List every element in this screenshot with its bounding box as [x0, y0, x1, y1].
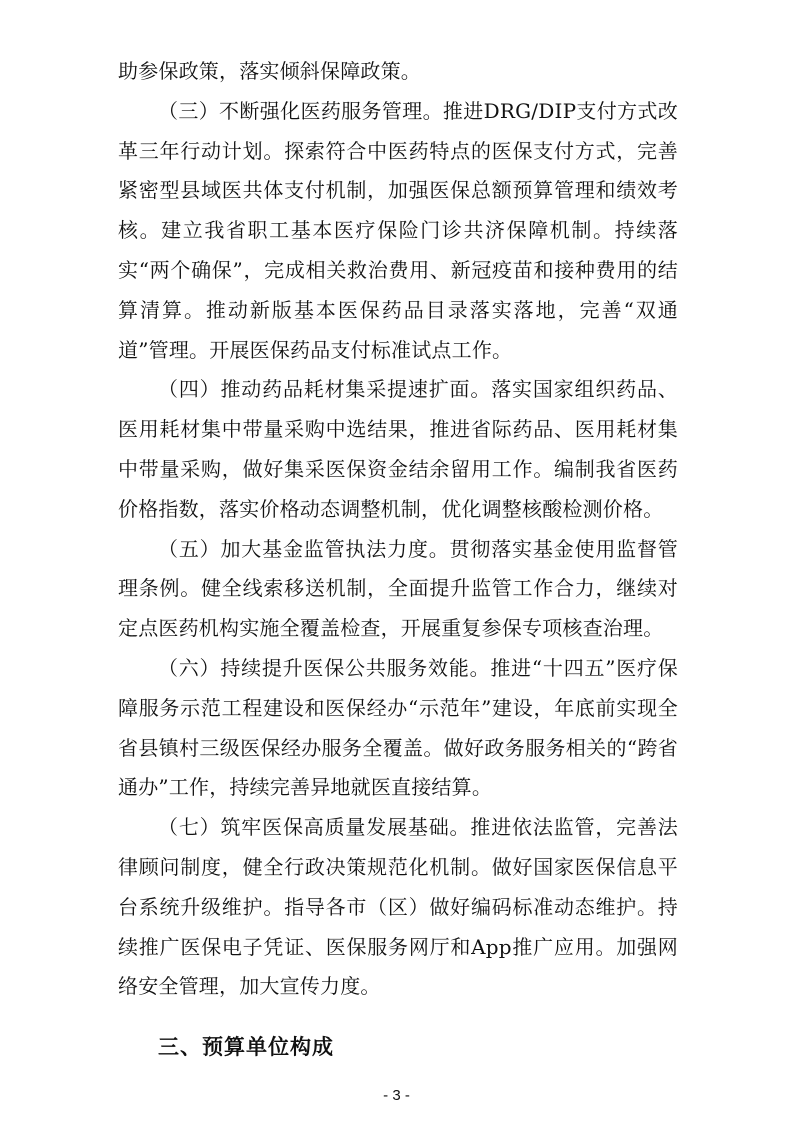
- paragraph-development-foundation: （七）筑牢医保高质量发展基础。推进依法监管，完善法律顾问制度，健全行政决策规范化机制。做好国家医保信息平台系统升级维护。指导各市（区）做好编码标准动态维护。持续推广医保电子凭证、医保服务网厅和App推广应用。加强网络安全管理，加大宣传力度。: [118, 815, 678, 999]
- paragraph-medical-service-management: （三）不断强化医药服务管理。推进DRG/DIP支付方式改革三年行动计划。探索符合中医药特点的医保支付方式，完善紧密型县域医共体支付机制，加强医保总额预算管理和绩效考核。建立我省职工基本医疗保险门诊共济保障机制。持续落实“两个确保”，完成相关救治费用、新冠疫苗和接种费用的结算清算。推动新版基本医保药品目录落实落地，完善“双通道”管理。开展医保药品支付标准试点工作。: [118, 98, 678, 362]
- page-number: - 3 -: [383, 1087, 410, 1104]
- paragraph-continuation: 助参保政策，落实倾斜保障政策。: [118, 59, 421, 83]
- body-text: [118, 52, 678, 1007]
- section-heading: 三、预算单位构成: [158, 1035, 334, 1059]
- paragraph-fund-supervision: （五）加大基金监管执法力度。贯彻落实基金使用监督管理条例。健全线索移送机制，全面提升监管工作合力，继续对定点医药机构实施全覆盖检查，开展重复参保专项核查治理。: [118, 536, 678, 641]
- paragraph-centralized-procurement: （四）推动药品耗材集采提速扩面。落实国家组织药品、医用耗材集中带量采购中选结果，推进省际药品、医用耗材集中带量采购，做好集采医保资金结余留用工作。编制我省医药价格指数，落实价格动态调整机制，优化调整核酸检测价格。: [118, 377, 678, 521]
- paragraph-public-service: （六）持续提升医保公共服务效能。推进“十四五”医疗保障服务示范工程建设和医保经办“示范年”建设，年底前实现全省县镇村三级医保经办服务全覆盖。做好政务服务相关的“跨省通办”工作，持续完善异地就医直接结算。: [118, 655, 678, 800]
